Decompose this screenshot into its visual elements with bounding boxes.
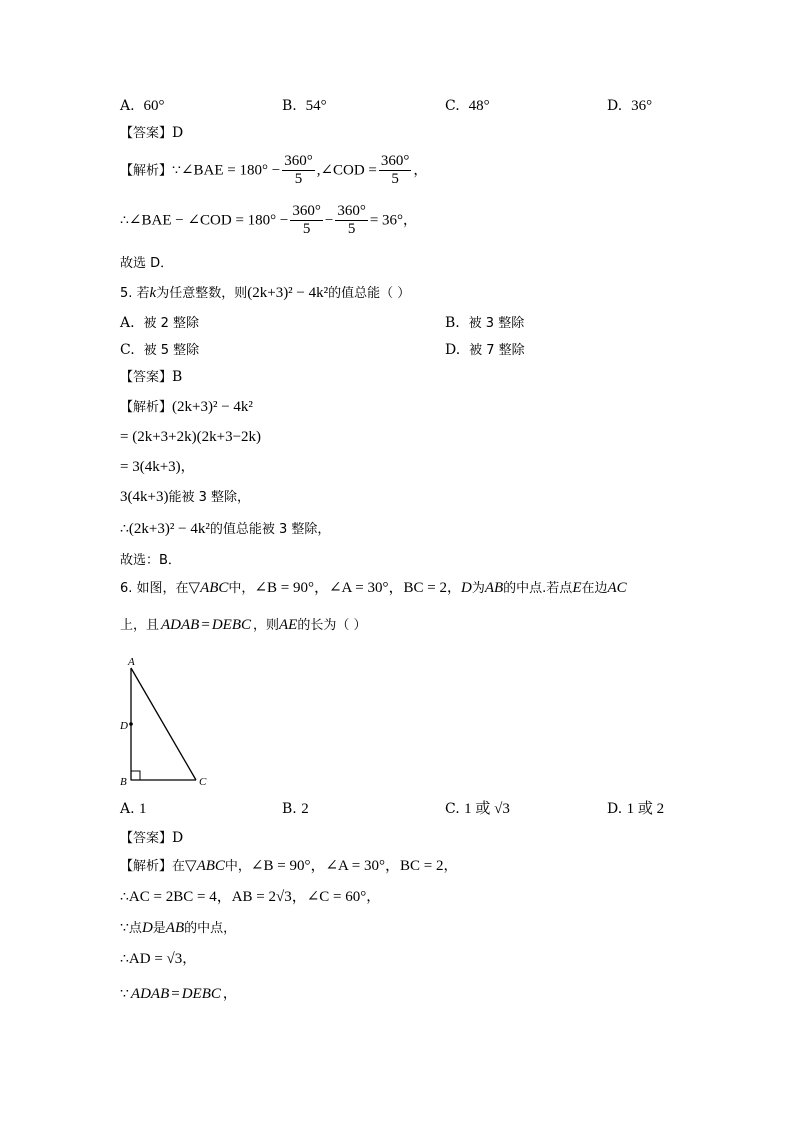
- q5-analysis-step5: ∴(2k+3)² − 4k²的值总能被 3 整除，: [120, 521, 331, 537]
- q5-analysis-step1: 【解析】(2k+3)² − 4k²: [120, 399, 253, 415]
- q6-stem-line1: 6. 如图，在▽ABC中，∠B = 90°，∠A = 30°，BC = 2，D为AB的中点.若点E在边AC: [120, 580, 627, 596]
- q5-option-d: D. 被 7 整除: [445, 342, 525, 358]
- q5-analysis-step2: = (2k+3+2k)(2k+3−2k): [120, 429, 262, 445]
- label-c: C: [199, 776, 207, 788]
- q4-option-d: D. 36°: [607, 98, 653, 114]
- q6-stem-line2: 上，且 ADAB = DEBC ，则AE的长为（ ）: [120, 617, 367, 633]
- q4-option-a: A. 60°: [120, 98, 165, 114]
- label-a: A: [128, 656, 135, 668]
- point-d-dot: [129, 722, 133, 726]
- q4-answer: 【答案】D: [120, 125, 184, 141]
- q6-answer: 【答案】D: [120, 830, 184, 846]
- q4-option-c: C. 48°: [445, 98, 490, 114]
- q5-option-c: C. 被 5 整除: [120, 342, 200, 358]
- label-b: B: [120, 776, 127, 788]
- q4-analysis-line1: 【解析】∵∠BAE = 180° − $\frac{360^\circ}{5}$ ,∠COD = $\frac{360^\circ}{5}$ ，: [120, 153, 428, 187]
- q5-option-a: A. 被 2 整除: [120, 315, 200, 331]
- q4-option-b: B. 54°: [282, 98, 327, 114]
- q6-analysis-line1: 【解析】在▽ABC中，∠B = 90°，∠A = 30°，BC = 2，: [120, 858, 458, 874]
- q6-analysis-line5: ∵ ADAB = DEBC ，: [120, 986, 237, 1002]
- q6-analysis-line2: ∴AC = 2BC = 4，AB = 2√3，∠C = 60°，: [120, 889, 381, 905]
- q6-analysis-line3: ∵点D是AB的中点，: [120, 920, 237, 936]
- label-d: D: [120, 720, 128, 732]
- q6-option-a: A. 1: [120, 801, 147, 817]
- right-angle-mark: [131, 771, 140, 780]
- side-ac: [131, 668, 196, 780]
- q4-conclusion: 故选 D．: [120, 256, 174, 271]
- q5-stem: 5. 若k为任意整数，则(2k+3)² − 4k²的值总能（ ）: [120, 285, 411, 301]
- q6-analysis-line4: ∴AD = √3，: [120, 951, 197, 967]
- q5-analysis-step3: = 3(4k+3)，: [120, 459, 195, 475]
- q5-option-b: B. 被 3 整除: [445, 315, 525, 331]
- q6-option-d: D. 1 或 2: [607, 801, 665, 817]
- q5-analysis-step4: 3(4k+3)能被 3 整除，: [120, 489, 250, 505]
- q5-answer: 【答案】B: [120, 369, 183, 385]
- q4-analysis-line2: ∴∠BAE − ∠COD = 180° − $\frac{360^\circ}{5}$ − $\frac{360^\circ}{5}$ = 36°，: [120, 203, 418, 237]
- q6-option-c: C. 1 或 √3: [445, 801, 510, 817]
- q5-conclusion: 故选：B．: [120, 553, 181, 568]
- q6-option-b: B. 2: [282, 801, 309, 817]
- triangle-figure: [112, 652, 222, 792]
